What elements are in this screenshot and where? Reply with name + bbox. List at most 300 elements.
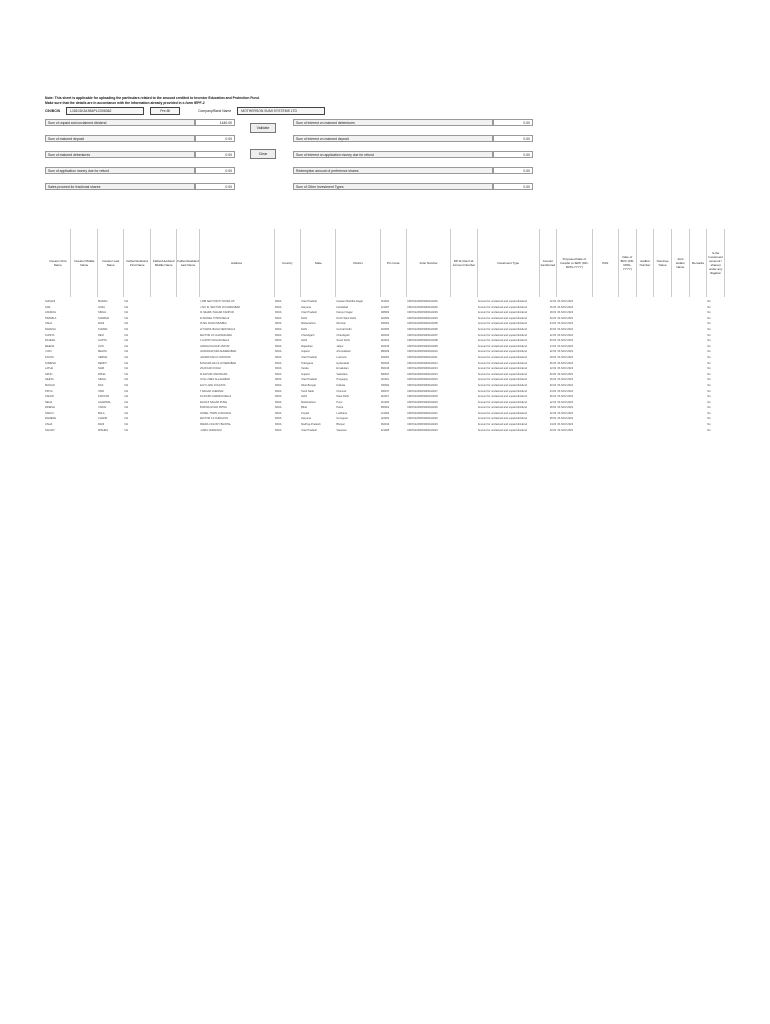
table-cell[interactable]: GUPTA [97,339,107,343]
table-cell[interactable]: PATEL [97,372,106,376]
table-cell[interactable]: SUNITA [45,333,55,337]
table-cell[interactable]: Delhi [301,316,308,320]
table-cell[interactable]: 18.00 [549,355,557,359]
table-cell[interactable]: No [707,378,711,382]
table-cell[interactable]: 15-NOV-2024 [557,339,574,343]
table-cell[interactable]: INDIA [274,361,282,365]
table-cell[interactable]: Amount for unclaimed and unpaid dividend [477,378,527,382]
table-cell[interactable]: Ahmedabad [336,350,351,354]
table-cell[interactable]: NAIR [97,367,105,371]
table-cell[interactable]: INDIA [274,300,282,303]
table-cell[interactable]: No [707,311,711,315]
table-cell[interactable]: Kanpur Nagar [336,311,353,315]
table-cell[interactable]: INDIA [274,350,282,354]
table-cell[interactable]: No [707,400,711,404]
table-cell[interactable]: NA [124,411,129,415]
table-cell[interactable]: 24.00 [549,322,557,326]
table-cell[interactable]: MOHAN [45,383,55,387]
table-cell[interactable]: 500034 [380,361,390,365]
table-cell[interactable]: Chandigarh [336,333,350,337]
table-cell[interactable]: NA [124,333,129,337]
table-cell[interactable]: CMOS1200003000110210 [407,350,438,354]
table-cell[interactable]: INDIA [274,367,282,371]
table-cell[interactable]: MEHTA [97,350,107,354]
table-cell[interactable]: NA [124,355,129,359]
table-cell[interactable]: 20.00 [549,316,557,320]
table-cell[interactable]: CHAND [97,417,108,421]
table-cell[interactable]: Punjab [301,411,310,415]
table-cell[interactable]: Amount for unclaimed and unpaid dividend [477,300,527,303]
table-cell[interactable]: SHIVANI [45,300,56,303]
table-cell[interactable]: 15-NOV-2024 [557,350,574,354]
table-cell[interactable]: 221005 [380,428,390,432]
table-cell[interactable]: KUMAR [97,327,108,331]
table-cell[interactable]: Amount for unclaimed and unpaid dividend [477,344,527,348]
table-cell[interactable]: Amount for unclaimed and unpaid dividend [477,423,527,427]
table-cell[interactable]: No [707,411,711,415]
table-cell[interactable]: Kerala [301,367,309,371]
table-cell[interactable]: NA [124,339,129,343]
table-cell[interactable]: Amount for unclaimed and unpaid dividend [477,322,527,326]
table-cell[interactable]: CMOS1200003000110224 [407,428,438,432]
table-cell[interactable]: INDIA [274,344,282,348]
table-cell[interactable]: SAROJ [45,411,54,415]
table-cell[interactable]: Amount for unclaimed and unpaid dividend [477,389,527,393]
table-cell[interactable]: C-8/B SECTOR-57 NOIDA UP [199,300,235,303]
table-cell[interactable]: NA [124,428,129,432]
table-cell[interactable]: INDIA [274,355,282,359]
table-cell[interactable]: No [707,395,711,399]
table-cell[interactable]: 12.00 [549,333,557,337]
table-cell[interactable]: Amount for unclaimed and unpaid dividend [477,406,527,410]
table-cell[interactable]: Bhopal [336,423,345,427]
table-cell[interactable]: PRAMILA [45,316,57,320]
table-cell[interactable]: 390007 [380,372,390,376]
table-cell[interactable]: Prayagraj [336,378,348,382]
table-cell[interactable]: No [707,355,711,359]
table-cell[interactable]: Amount for unclaimed and unpaid dividend [477,355,527,359]
table-cell[interactable]: No [707,383,711,387]
table-cell[interactable]: No [707,305,711,309]
table-cell[interactable]: KAVITA [45,355,54,359]
table-cell[interactable]: INDIA [274,316,282,320]
table-cell[interactable]: No [707,350,711,354]
table-cell[interactable]: Mumbai [336,322,346,326]
table-cell[interactable]: INDIA [274,423,282,427]
table-cell[interactable]: No [707,428,711,432]
table-cell[interactable]: BALA [97,411,105,415]
table-cell[interactable]: MEENA [45,344,55,348]
table-cell[interactable]: 15-NOV-2024 [557,316,574,320]
table-cell[interactable]: NA [124,417,129,421]
table-cell[interactable]: CMOS1200003000110204 [407,316,438,320]
table-cell[interactable]: SECTOR 22 CHANDIGARH [199,333,233,337]
table-cell[interactable]: Amount for unclaimed and unpaid dividend [477,383,527,387]
table-cell[interactable]: No [707,333,711,337]
table-cell[interactable]: Amount for unclaimed and unpaid dividend [477,417,527,421]
table-cell[interactable]: RANI [97,423,105,427]
table-cell[interactable]: 12.00 [549,300,557,303]
table-cell[interactable]: No [707,322,711,326]
table-cell[interactable]: ASHOK [45,395,55,399]
table-cell[interactable]: BANJARA HILLS HYDERABAD [199,361,237,365]
table-cell[interactable]: Ernakulam [336,367,349,371]
table-cell[interactable]: 15-NOV-2024 [557,367,574,371]
table-cell[interactable]: No [707,367,711,371]
table-cell[interactable]: INDIA [274,305,282,309]
table-cell[interactable]: 36.00 [549,395,557,399]
table-cell[interactable]: 30.00 [549,327,557,331]
table-cell[interactable]: 22.00 [549,411,557,415]
table-cell[interactable]: NA [124,389,129,393]
table-cell[interactable]: 12 KAROL BAGH NEW DELHI [199,327,236,331]
table-cell[interactable]: INDIA [274,322,282,326]
table-cell[interactable]: INDIA [274,389,282,393]
table-cell[interactable]: 15-NOV-2024 [557,361,574,365]
table-cell[interactable]: GEETA [45,378,54,382]
table-cell[interactable]: Telangana [301,361,314,365]
table-cell[interactable]: CMOS1200003000110218 [407,395,438,399]
table-cell[interactable]: 110024 [380,339,390,343]
table-cell[interactable]: MISHRA [97,428,109,432]
table-cell[interactable]: NA [124,350,129,354]
table-cell[interactable]: INDIA [274,395,282,399]
table-cell[interactable]: 21 NEHRU NAGAR KANPUR [199,311,234,315]
table-cell[interactable]: No [707,423,711,427]
table-cell[interactable]: CMOS1200003000110215 [407,378,438,382]
table-cell[interactable]: CMOS1200003000110211 [407,355,438,359]
table-cell[interactable]: 34 MODEL TOWN DELHI [199,316,230,320]
table-cell[interactable]: 14.00 [549,423,557,427]
table-cell[interactable]: CMOS1200003000110207 [407,333,438,337]
table-cell[interactable]: RANI [97,322,105,326]
table-cell[interactable]: 110005 [380,327,390,331]
table-cell[interactable]: NA [124,327,129,331]
table-cell[interactable]: 16.00 [549,305,557,309]
table-cell[interactable]: CMOS1200003000110201 [407,300,438,303]
table-cell[interactable]: CMOS1200003000110214 [407,372,438,376]
table-cell[interactable]: 110027 [380,395,390,399]
table-cell[interactable]: Uttar Pradesh [301,311,318,315]
table-cell[interactable]: Maharashtra [301,322,316,326]
table-cell[interactable]: CMOS1200003000110205 [407,322,438,326]
table-cell[interactable]: 462016 [380,423,390,427]
table-cell[interactable]: 600017 [380,389,390,393]
table-cell[interactable]: No [707,344,711,348]
table-cell[interactable]: LATHA [45,367,54,371]
table-cell[interactable]: USHA [45,423,53,427]
table-cell[interactable]: Ludhiana [336,411,348,415]
table-cell[interactable]: INDIA [274,372,282,376]
table-cell[interactable]: T NAGAR CHENNAI [199,389,224,393]
table-cell[interactable]: SECTOR 14 GURGAON [199,417,229,421]
table-cell[interactable]: Delhi [301,395,308,399]
table-cell[interactable]: 15-NOV-2024 [557,300,574,303]
table-cell[interactable]: RAJESH [45,339,56,343]
table-cell[interactable]: Amount for unclaimed and unpaid dividend [477,327,527,331]
table-cell[interactable]: GANDHI NAGAR JAIPUR [199,344,230,348]
table-cell[interactable]: 15-NOV-2024 [557,428,574,432]
table-cell[interactable]: LANKA VARANASI [199,428,222,432]
table-cell[interactable]: INDIA [274,378,282,382]
table-cell[interactable]: IYER [97,389,105,393]
table-cell[interactable]: CMOS1200003000110212 [407,361,438,365]
table-cell[interactable]: 201301 [380,300,390,303]
table-cell[interactable]: 5 LAJPAT NAGAR DELHI [199,339,230,343]
table-cell[interactable]: Uttar Pradesh [301,378,318,382]
table-cell[interactable]: 20.00 [549,428,557,432]
table-cell[interactable]: Pune [336,400,343,404]
table-cell[interactable]: CMOS1200003000110217 [407,389,438,393]
table-cell[interactable]: Varanasi [336,428,347,432]
table-cell[interactable]: SHIVAJI NAGAR PUNE [199,400,228,404]
table-cell[interactable]: SURESH [45,361,56,365]
table-cell[interactable]: 700091 [380,383,390,387]
table-cell[interactable]: Amount for unclaimed and unpaid dividend [477,339,527,343]
table-cell[interactable]: CMOS1200003000110213 [407,367,438,371]
table-cell[interactable]: CMOS1200003000110221 [407,411,438,415]
table-cell[interactable]: Delhi [301,339,308,343]
table-cell[interactable]: RAKESH [45,327,56,331]
table-cell[interactable]: No [707,406,711,410]
table-cell[interactable]: NA [124,383,129,387]
table-cell[interactable]: ARUN [45,372,53,376]
table-cell[interactable]: 12.00 [549,400,557,404]
table-cell[interactable]: ARERA COLONY BHOPAL [199,423,232,427]
table-cell[interactable]: 15-NOV-2024 [557,344,574,348]
table-cell[interactable]: INDIA [274,383,282,387]
table-cell[interactable]: 141002 [380,411,390,415]
table-cell[interactable]: SALT LAKE KOLKATA [199,383,226,387]
table-cell[interactable]: INDIA [274,428,282,432]
table-cell[interactable]: West Delhi [336,395,349,399]
table-cell[interactable]: No [707,339,711,343]
table-cell[interactable]: ANIL [45,305,51,309]
table-cell[interactable]: Patna [336,406,344,410]
table-cell[interactable]: CMOS1200003000110202 [407,305,438,309]
table-cell[interactable]: NA [124,378,129,382]
table-cell[interactable]: CMOS1200003000110206 [407,327,438,331]
table-cell[interactable]: 15-NOV-2024 [557,378,574,382]
table-cell[interactable]: 24.00 [549,389,557,393]
table-cell[interactable]: Amount for unclaimed and unpaid dividend [477,311,527,315]
table-cell[interactable]: Jaipur [336,344,344,348]
table-cell[interactable]: INDIA [274,400,282,404]
table-cell[interactable]: Central Delhi [336,327,352,331]
table-cell[interactable]: 22.00 [549,350,557,354]
table-cell[interactable]: Kolkata [336,383,346,387]
table-cell[interactable]: 122001 [380,417,390,421]
table-cell[interactable]: Faridabad [336,305,349,309]
table-cell[interactable]: Lucknow [336,355,347,359]
table-cell[interactable]: CMOS1200003000110219 [407,400,438,404]
table-cell[interactable]: 15-NOV-2024 [557,423,574,427]
table-cell[interactable]: 15 MG ROAD MUMBAI [199,322,227,326]
table-cell[interactable]: 28.00 [549,417,557,421]
table-cell[interactable]: Haryana [301,305,311,309]
table-cell[interactable]: 15-NOV-2024 [557,327,574,331]
table-cell[interactable]: 26.00 [549,361,557,365]
table-cell[interactable]: Haryana [301,417,311,421]
table-cell[interactable]: 18.00 [549,406,557,410]
table-cell[interactable]: Amount for unclaimed and unpaid dividend [477,361,527,365]
table-cell[interactable]: 15-NOV-2024 [557,411,574,415]
table-cell[interactable]: NA [124,423,129,427]
table-cell[interactable]: NA [124,367,129,371]
table-cell[interactable]: DINESH [45,406,55,410]
table-cell[interactable]: North West Delhi [336,316,356,320]
table-cell[interactable]: MG ROAD KOCHI [199,367,221,371]
table-cell[interactable]: Amount for unclaimed and unpaid dividend [477,428,527,432]
table-cell[interactable]: 15-NOV-2024 [557,383,574,387]
table-cell[interactable]: Amount for unclaimed and unpaid dividend [477,333,527,337]
table-cell[interactable]: 16.00 [549,378,557,382]
table-cell[interactable]: 121007 [380,305,390,309]
table-cell[interactable]: NEHA [45,400,53,404]
table-cell[interactable]: Amount for unclaimed and unpaid dividend [477,316,527,320]
table-cell[interactable]: Amount for unclaimed and unpaid dividend [477,395,527,399]
table-cell[interactable]: Amount for unclaimed and unpaid dividend [477,411,527,415]
table-cell[interactable]: NA [124,305,129,309]
table-cell[interactable]: SINGH [97,311,107,315]
table-cell[interactable]: JAIN [97,344,104,348]
table-cell[interactable]: Delhi [301,327,308,331]
table-cell[interactable]: NA [124,395,129,399]
table-cell[interactable]: Amount for unclaimed and unpaid dividend [477,350,527,354]
table-cell[interactable]: South Delhi [336,339,350,343]
table-cell[interactable]: YADAV [97,406,107,410]
table-cell[interactable]: DEVI [97,333,105,337]
table-cell[interactable]: NA [124,344,129,348]
table-cell[interactable]: CMOS1200003000110216 [407,383,438,387]
table-cell[interactable]: REDDY [97,361,108,365]
table-cell[interactable]: MADAN [97,300,108,303]
table-cell[interactable]: VERMA [97,355,108,359]
table-cell[interactable]: Tamil Nadu [301,389,315,393]
table-cell[interactable]: No [707,389,711,393]
table-cell[interactable]: 226001 [380,355,390,359]
table-cell[interactable]: 15-NOV-2024 [557,417,574,421]
table-cell[interactable]: 411005 [380,400,390,404]
table-cell[interactable]: Amount for unclaimed and unpaid dividend [477,372,527,376]
table-cell[interactable]: West Bengal [301,383,316,387]
table-cell[interactable]: 15-NOV-2024 [557,311,574,315]
table-cell[interactable]: INDIA [274,327,282,331]
table-cell[interactable]: KAPOOR [97,395,110,399]
table-cell[interactable]: SINGH [97,378,107,382]
clear-button[interactable]: Clear [250,149,276,159]
table-cell[interactable]: H NO 31 SECTOR 15 FARIDABAD [199,305,241,309]
table-cell[interactable]: 15-NOV-2024 [557,389,574,393]
table-cell[interactable]: RAJOURI GARDEN DELHI [199,395,232,399]
table-cell[interactable]: CMOS1200003000110223 [407,423,438,427]
table-cell[interactable]: ALKAPURI VADODARA [199,372,228,376]
table-cell[interactable]: 682016 [380,367,390,371]
table-cell[interactable]: GOEL [97,305,106,309]
table-cell[interactable]: 15-NOV-2024 [557,355,574,359]
table-cell[interactable]: 211001 [380,378,390,382]
table-cell[interactable]: Amount for unclaimed and unpaid dividend [477,305,527,309]
table-cell[interactable]: Gujarat [301,372,310,376]
table-cell[interactable]: Uttar Pradesh [301,428,318,432]
table-cell[interactable]: NA [124,361,129,365]
table-cell[interactable]: Hyderabad [336,361,350,365]
table-cell[interactable]: Chandigarh [301,333,315,337]
table-cell[interactable]: 14.00 [549,344,557,348]
table-cell[interactable]: ASHA [45,322,53,326]
table-cell[interactable]: 30.00 [549,372,557,376]
table-cell[interactable]: 208002 [380,311,390,315]
table-cell[interactable]: NA [124,316,129,320]
table-cell[interactable]: CMOS1200003000110222 [407,417,438,421]
table-cell[interactable]: INDIA [274,311,282,315]
table-cell[interactable]: No [707,300,711,303]
table-cell[interactable]: No [707,361,711,365]
table-cell[interactable]: 15-NOV-2024 [557,400,574,404]
table-cell[interactable]: Madhya Pradesh [301,423,321,427]
cin-input[interactable]: L18101KA1984PLC006362 [66,107,144,115]
table-cell[interactable]: No [707,316,711,320]
table-cell[interactable]: INDIA [274,339,282,343]
table-cell[interactable]: INDIA [274,406,282,410]
table-cell[interactable]: RAMESH [45,417,57,421]
table-cell[interactable]: Maharashtra [301,400,316,404]
table-cell[interactable]: NAVRANGPURA AHMEDABAD [199,350,237,354]
table-cell[interactable]: NA [124,300,129,303]
table-cell[interactable]: Bihar [301,406,308,410]
table-cell[interactable]: Gurugram [336,417,349,421]
company-name-field[interactable]: MOTHERSON SUMI SYSTEMS LTD [237,107,325,115]
table-cell[interactable]: Amount for unclaimed and unpaid dividend [477,400,527,404]
table-cell[interactable]: 12.00 [549,367,557,371]
table-cell[interactable]: 800001 [380,406,390,410]
table-cell[interactable]: NA [124,322,129,326]
table-cell[interactable]: 15-NOV-2024 [557,406,574,410]
table-cell[interactable]: 15-NOV-2024 [557,322,574,326]
table-cell[interactable]: NA [124,311,129,315]
table-cell[interactable]: No [707,372,711,376]
table-cell[interactable]: CIVIL LINES ALLAHABAD [199,378,230,382]
table-cell[interactable]: 380009 [380,350,390,354]
table-cell[interactable]: No [707,327,711,331]
table-cell[interactable]: CMOS1200003000110208 [407,339,438,343]
table-cell[interactable]: AGARWAL [97,400,111,404]
table-cell[interactable]: Uttar Pradesh [301,300,318,303]
table-cell[interactable]: CMOS1200003000110220 [407,406,438,410]
table-cell[interactable]: SANJAY [45,428,55,432]
table-cell[interactable]: Amount for unclaimed and unpaid dividend [477,367,527,371]
table-cell[interactable]: BORING ROAD PATNA [199,406,227,410]
table-cell[interactable]: 160022 [380,333,390,337]
table-cell[interactable]: 110009 [380,316,390,320]
table-cell[interactable]: 15-NOV-2024 [557,333,574,337]
table-cell[interactable]: CMOS1200003000110209 [407,344,438,348]
table-cell[interactable]: HAZRATGANJ LUCKNOW [199,355,231,359]
table-cell[interactable]: 15-NOV-2024 [557,372,574,376]
table-cell[interactable]: 400001 [380,322,390,326]
table-cell[interactable]: 302015 [380,344,390,348]
table-cell[interactable]: INDIA [274,417,282,421]
table-cell[interactable]: VIJAY [45,350,53,354]
table-cell[interactable]: INDIA [274,333,282,337]
table-cell[interactable]: Rajasthan [301,344,313,348]
table-cell[interactable]: 40.00 [549,339,557,343]
table-cell[interactable]: MODEL TOWN LUDHIANA [199,411,232,415]
table-cell[interactable]: PRIYA [45,389,53,393]
table-cell[interactable]: Vadodara [336,372,348,376]
prefill-button[interactable]: Pre-fill [150,107,180,115]
table-cell[interactable]: No [707,417,711,421]
